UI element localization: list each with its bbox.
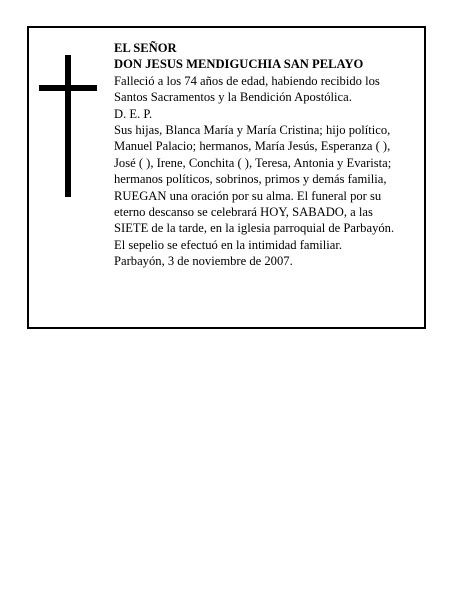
notice-text xyxy=(114,40,419,270)
text-line: Santos Sacramentos y la Bendición Apostólica. xyxy=(114,90,352,105)
cross-horizontal-bar xyxy=(39,85,97,91)
text-line: eterno descanso se celebrará HOY, SABADO, a las xyxy=(114,205,373,220)
text-line: Falleció a los 74 años de edad, habiendo recibido los xyxy=(114,73,380,88)
text-line: Sus hijas, Blanca María y María Cristina; hijo político, xyxy=(114,123,391,138)
text-line: José ( ), Irene, Conchita ( ), Teresa, Antonia y Evarista; xyxy=(114,155,392,170)
text-line: Manuel Palacio; hermanos, María Jesús, Esperanza ( ), xyxy=(114,139,391,154)
deceased-name: DON JESUS MENDIGUCHIA SAN PELAYO xyxy=(114,57,364,72)
text-line: D. E. P. xyxy=(114,106,153,121)
text-line: El sepelio se efectuó en la intimidad familiar. xyxy=(114,237,343,252)
obituary-notice xyxy=(27,26,426,329)
cross-vertical-bar xyxy=(65,55,71,197)
text-line: Parbayón, 3 de noviembre de 2007. xyxy=(114,254,293,269)
text-line: RUEGAN una oración por su alma. El funeral por su xyxy=(114,188,382,203)
text-line: hermanos políticos, sobrinos, primos y demás familia, xyxy=(114,172,387,187)
text-line: SIETE de la tarde, en la iglesia parroquial de Parbayón. xyxy=(114,221,395,236)
cross-icon xyxy=(39,55,97,197)
title-line: EL SEÑOR xyxy=(114,41,177,55)
